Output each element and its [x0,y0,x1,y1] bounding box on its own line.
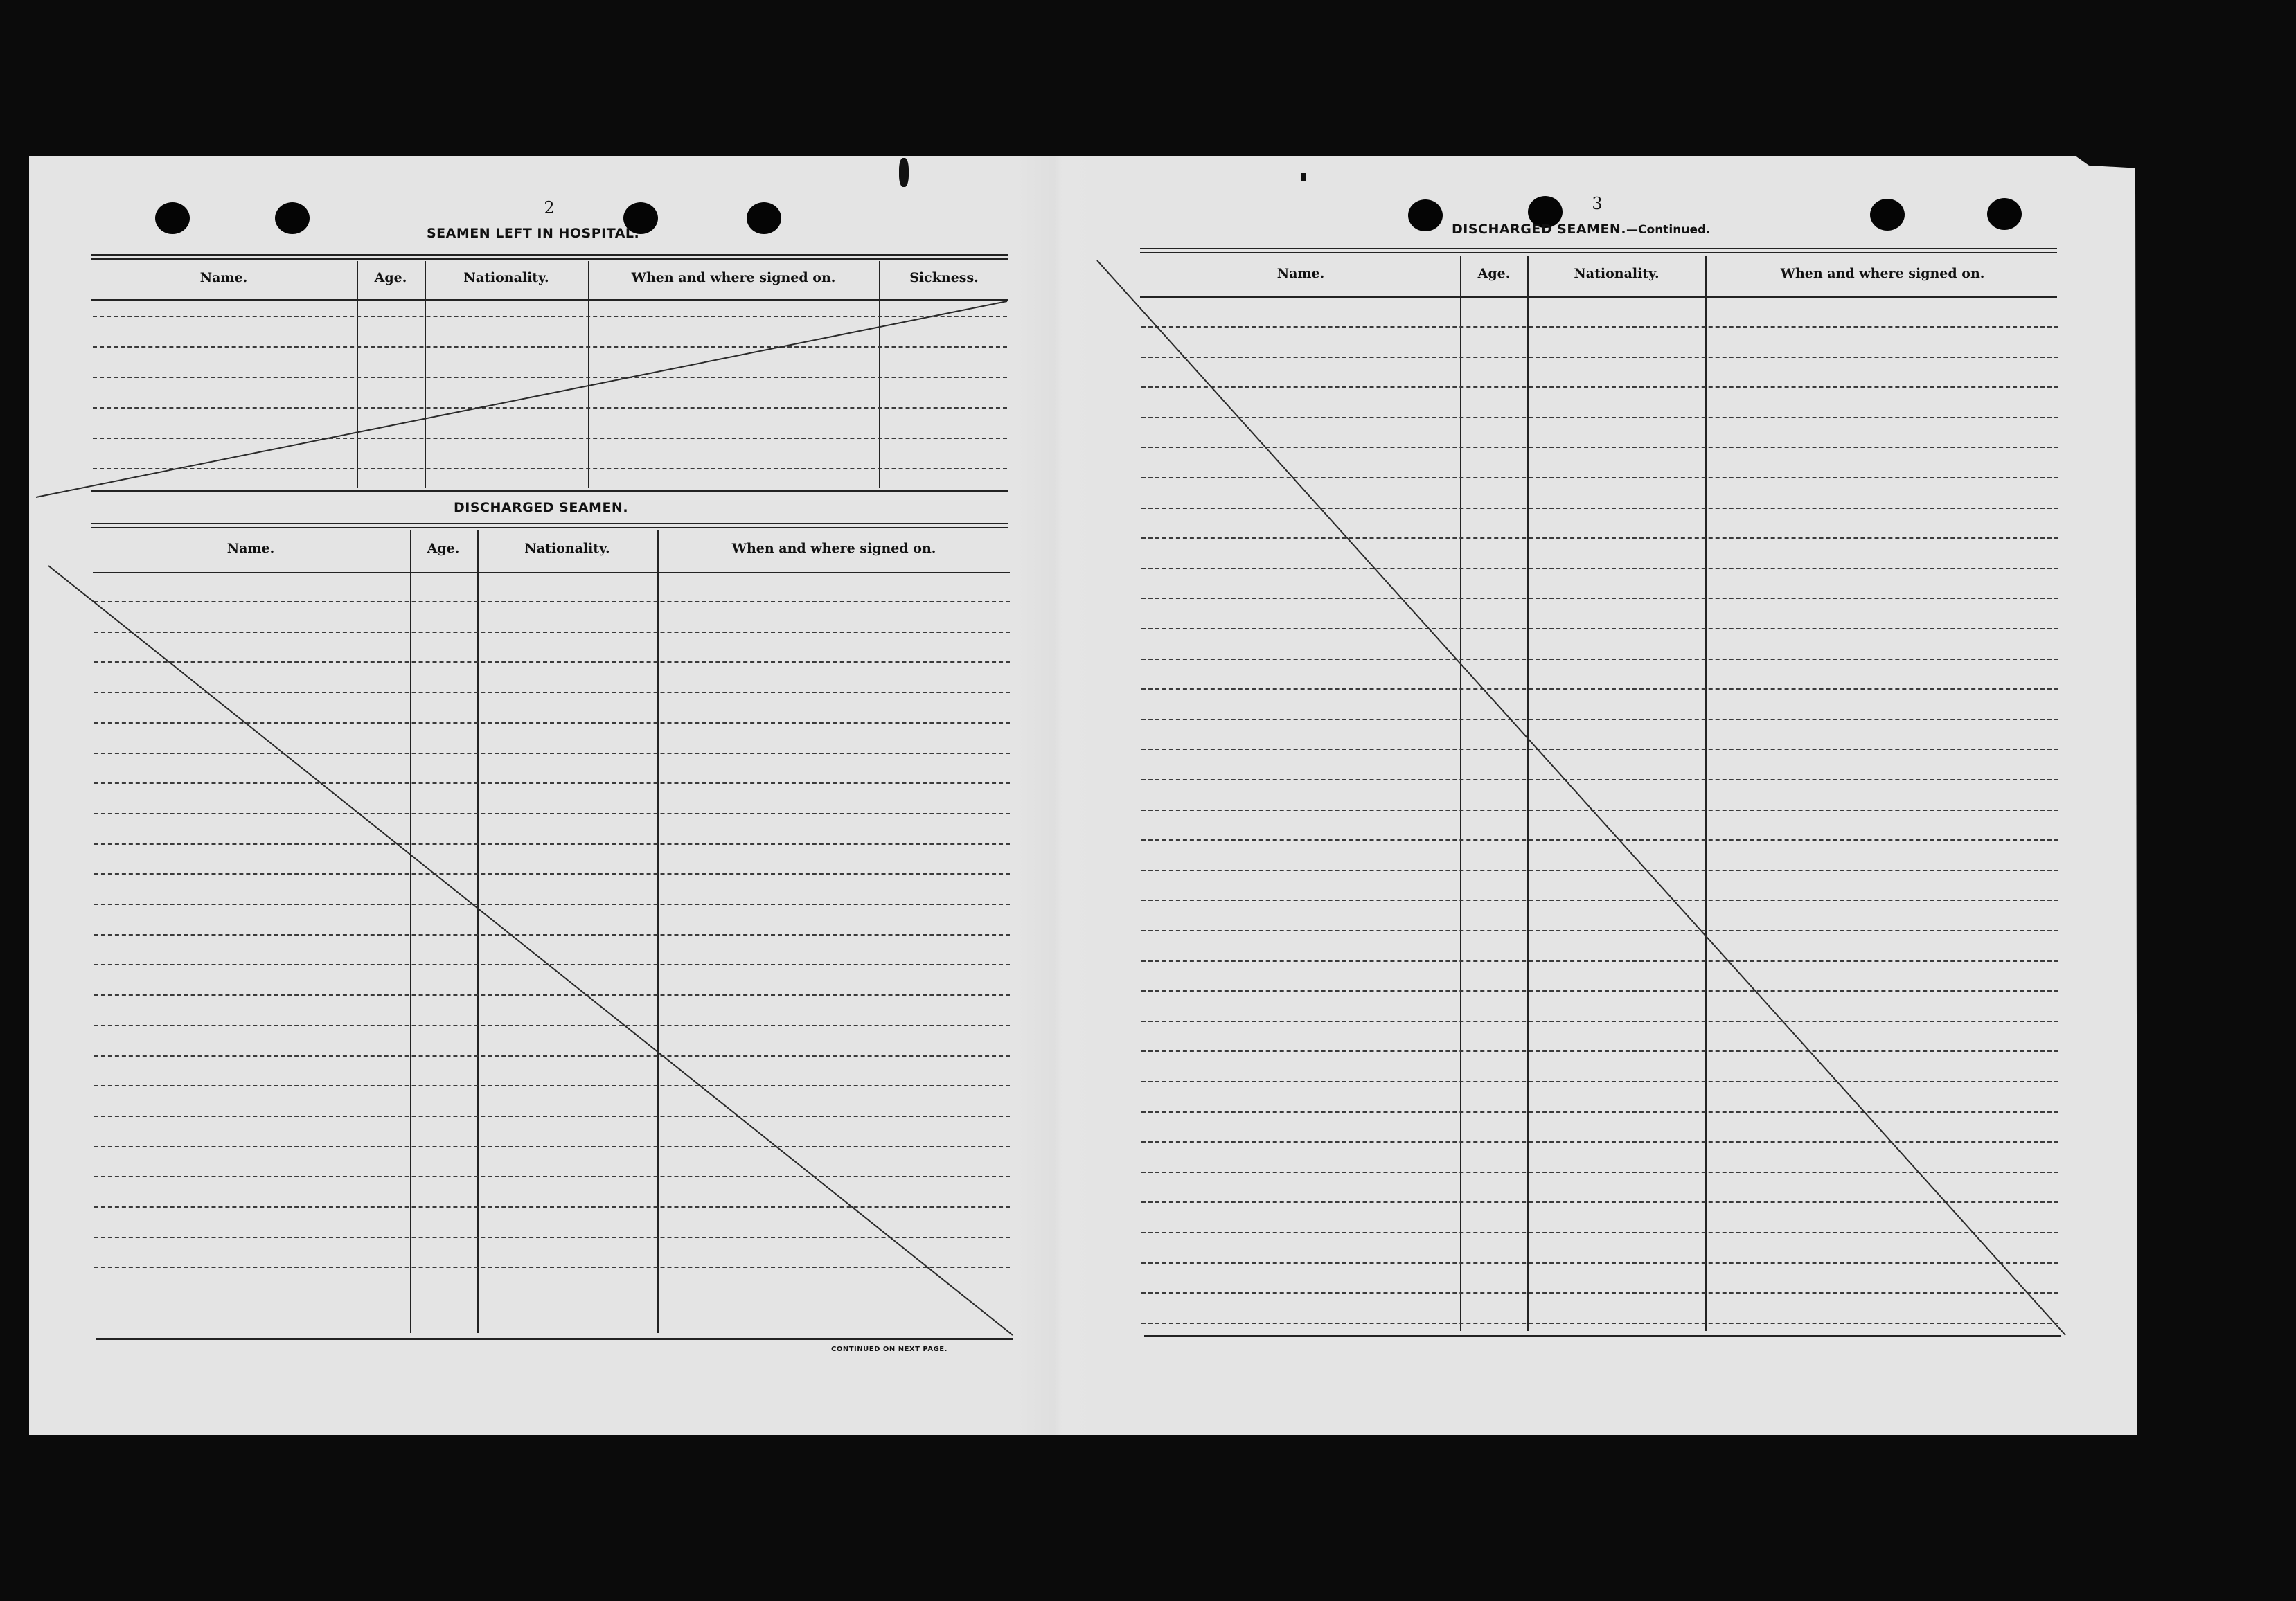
column-header-age: Age. [427,541,460,556]
column-header-name: Name. [199,270,248,285]
column-header-nationality: Nationality. [1574,266,1659,281]
column-header-signed-on: When and where signed on. [731,541,936,556]
column-header-age: Age. [374,270,407,285]
column-header-signed-on: When and where signed on. [1780,266,1985,281]
page-number: 2 [544,198,555,217]
cancel-stroke-discharged [48,566,1013,1335]
column-header-name: Name. [226,541,275,556]
section-title-hospital: SEAMEN LEFT IN HOSPITAL. [427,226,640,241]
cancel-stroke-hospital [36,301,1007,497]
page-number: 3 [1592,194,1603,213]
column-header-name: Name. [1276,266,1325,281]
column-header-signed-on: When and where signed on. [631,270,836,285]
column-header-age: Age. [1477,266,1511,281]
section-title-discharged: DISCHARGED SEAMEN. [454,500,629,515]
cancel-stroke-continued [1097,260,2065,1335]
continued-suffix: —Continued. [1626,223,1711,237]
continued-note: CONTINUED ON NEXT PAGE. [831,1345,947,1353]
column-header-nationality: Nationality. [524,541,610,556]
column-header-sickness: Sickness. [909,270,979,285]
column-header-nationality: Nationality. [463,270,549,285]
section-title-text: DISCHARGED SEAMEN. [1452,222,1627,237]
